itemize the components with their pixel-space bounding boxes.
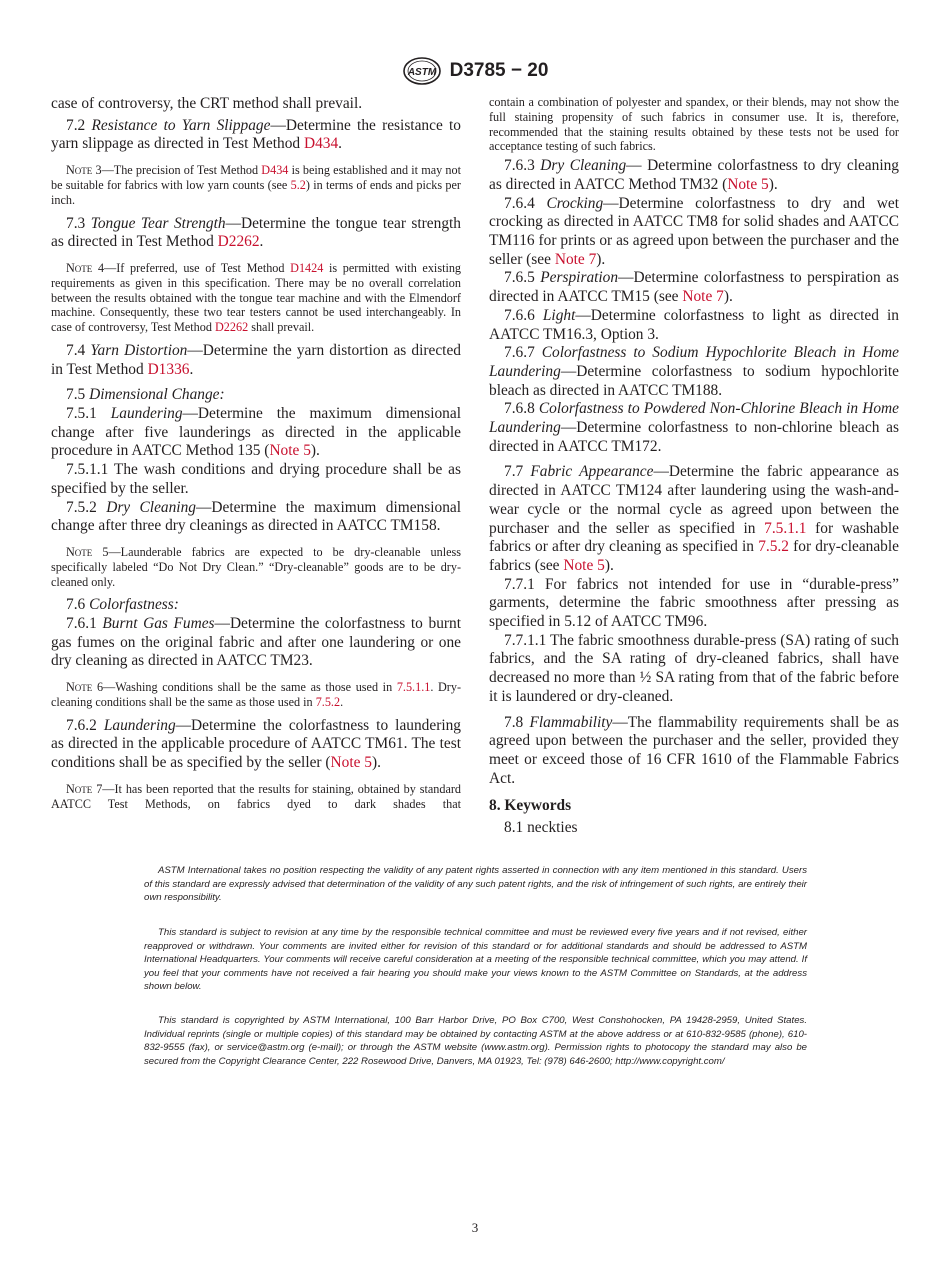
note-7-start: Note 7—It has been reported that the results for staining, obtained by standard AATCC Test Methods, on fabrics dyed to dark shades that (51, 781, 461, 811)
section-7-6-6: 7.6.6 Light—Determine colorfastness to light as directed in AATCC TM16.3, Option 3. (489, 306, 899, 343)
right-column (489, 95, 899, 838)
section-7-6: 7.6 Colorfastness: (66, 596, 179, 614)
link-d1424[interactable]: D1424 (290, 260, 324, 275)
link-note-7[interactable]: Note 7 (554, 250, 597, 268)
link-d434[interactable]: D434 (303, 135, 339, 153)
astm-logo-text: ASTM (407, 67, 436, 78)
section-7-7-1-1: 7.7.1.1 The fabric smoothness durable-press (SA) rating of such fabrics, and the SA rating of dry-cleaned fabrics, shall have decreased no more than ½ SA rating from that of the fabric before it is laundered or dry-cleaned. (489, 631, 900, 705)
section-7-6-3: 7.6.3 Dry Cleaning— Determine colorfastness to dry cleaning as directed in AATCC Method TM32 (Note 5). (489, 157, 899, 193)
page-header (0, 56, 950, 86)
section-7-7: 7.7 Fabric Appearance—Determine the fabric appearance as directed in AATCC TM124 after laundering using the wash-and-wear cycle or the normal cycle as agreed upon between the purchaser and the seller as specified in 7.5.1.1 for washable fabrics or after dry cleaning as specified in 7.5.2 for dry-cleanable fabrics (see Note 5). (489, 463, 900, 574)
section-7-8: 7.8 Flammability—The flammability requirements shall be as agreed upon between the purchaser and the seller, provided they meet or exceed those of 16 CFR 1610 of the Flammable Fabrics Act. (489, 713, 899, 787)
note-4: Note 4—If preferred, use of Test Method D1424 is permitted with existing requirements as given in this specification. There may be no overall correlation between the results obtained with the tongue tear machine and with the Elmendorf machine. Consequently, these two tear testers cannot be used interchangeably. In case of controversy, Test Method D2262 shall prevail. (51, 260, 462, 335)
section-8-1: 8.1 neckties (504, 819, 578, 837)
link-note-5-b[interactable]: Note 5 (330, 754, 372, 772)
note-6: Note 6—Washing conditions shall be the same as those used in 7.5.1.1. Dry-cleaning conditions shall be the same as those used in 7.5.2. (51, 680, 462, 709)
link-note-7-b[interactable]: Note 7 (682, 288, 724, 306)
paragraph-crt-method: case of controversy, the CRT method shall prevail. (51, 95, 363, 112)
section-7-5-2: 7.5.2 Dry Cleaning—Determine the maximum dimensional change after three dry cleanings as directed in AATCC TM158. (51, 498, 461, 535)
link-7-5-2-b[interactable]: 7.5.2 (758, 538, 789, 556)
section-7-3: 7.3 Tongue Tear Strength—Determine the tongue tear strength as directed in Test Method D2262. (51, 214, 461, 251)
section-7-7-1: 7.7.1 For fabrics not intended for use in “durable-press” garments, determine the fabric smoothness after pressing as specified in 5.12 of AATCC TM96. (489, 575, 899, 631)
link-d1336[interactable]: D1336 (147, 360, 190, 378)
section-7-4: 7.4 Yarn Distortion—Determine the yarn distortion as directed in Test Method D1336. (51, 341, 461, 378)
section-7-5-1: 7.5.1 Laundering—Determine the maximum dimensional change after five launderings as directed in the applicable procedure in AATCC Method 135 (Note 5). (51, 405, 461, 460)
section-7-2: 7.2 Resistance to Yarn Slippage—Determine the resistance to yarn slippage as directed in Test Method D434. (51, 116, 462, 153)
link-7-5-1-1[interactable]: 7.5.1.1 (396, 680, 431, 695)
link-7-5-2[interactable]: 7.5.2 (315, 694, 341, 709)
document-designation: D3785 − 20 (449, 60, 549, 81)
section-7-6-1: 7.6.1 Burnt Gas Fumes—Determine the colorfastness to burnt gas fumes on the original fabric and after one laundering or one dry cleaning as directed in AATCC TM23. (51, 615, 461, 670)
link-d2262[interactable]: D2262 (217, 233, 260, 251)
section-7-6-2: 7.6.2 Laundering—Determine the colorfastness to laundering as directed in the applicable procedure of AATCC TM61. The test conditions shall be as specified by the seller (Note 5). (51, 716, 461, 772)
astm-logo (402, 56, 442, 86)
page-number: 3 (471, 1220, 479, 1235)
link-7-5-1-1-b[interactable]: 7.5.1.1 (764, 519, 807, 537)
link-5-2[interactable]: 5.2 (290, 177, 306, 192)
note-3: Note 3—The precision of Test Method D434 is being established and it may not be suitable for fabrics with low yarn counts (see 5.2) in terms of ends and picks per inch. (51, 163, 461, 207)
footer-copyright-notice: This standard is copyrighted by ASTM International, 100 Barr Harbor Drive, PO Box C700, West Conshohocken, PA 19428-2959, United States. Individual reprints (single or multiple copies) of this standard may be obtained by contacting ASTM at the above address or at 610-832-9585 (phone), 610-832-9555 (fax), or service@astm.org (e-mail); or through the ASTM website (www.astm.org). Permission rights to photocopy the standard may also be secured from the Copyright Clearance Center, 222 Rosewood Drive, Danvers, MA 01923, Tel: (978) 646-2600; http://www.copyright.com/ (144, 1015, 807, 1067)
note-5: Note 5—Launderable fabrics are expected to be dry-cleanable unless specifically labeled “Do Not Dry Clean.” “Dry-cleanable” goods are to be dry-cleaned only. (51, 544, 462, 589)
left-column (51, 95, 461, 811)
section-7-5-1-1: 7.5.1.1 The wash conditions and drying procedure shall be as specified by the seller. (51, 461, 461, 497)
footer-revision-notice: This standard is subject to revision at any time by the responsible technical committee and must be reviewed every five years and if not revised, either reapproved or withdrawn. Your comments are invited either for revision of this standard or for additional standards and should be addressed to ASTM International Headquarters. Your comments will receive careful consideration at a meeting of the responsible technical committee, which you may attend. If you feel that your comments have not received a fair hearing you should make your views known to the ASTM Committee on Standards, at the address shown below. (144, 927, 807, 992)
link-note-5-d[interactable]: Note 5 (563, 556, 605, 574)
section-7-6-5: 7.6.5 Perspiration—Determine colorfastness to perspiration as directed in AATCC TM15 (see Note 7). (489, 269, 899, 306)
footer-patent-notice: ASTM International takes no position respecting the validity of any patent rights asserted in connection with any item mentioned in this standard. Users of this standard are expressly advised that determination of the validity of any such patent rights, and the risk of infringement of such rights, are entirely their own responsibility. (144, 865, 807, 903)
link-note-5[interactable]: Note 5 (269, 442, 311, 460)
link-d434-note[interactable]: D434 (261, 163, 289, 178)
link-d2262-note[interactable]: D2262 (214, 320, 249, 335)
section-7-6-4: 7.6.4 Crocking—Determine colorfastness to dry and wet crocking as directed in AATCC TM8 for solid shades and AATCC TM116 for prints or as agreed upon between the purchaser and the seller (see Note 7). (489, 194, 899, 268)
section-7-6-7: 7.6.7 Colorfastness to Sodium Hypochlorite Bleach in Home Laundering—Determine colorfastness to sodium hypochlorite bleach as directed in AATCC TM188. (489, 344, 899, 399)
link-note-5-c[interactable]: Note 5 (727, 175, 769, 193)
section-8-heading: 8. Keywords (489, 797, 572, 815)
section-7-6-8: 7.6.8 Colorfastness to Powdered Non-Chlorine Bleach in Home Laundering—Determine colorfastness to non-chlorine bleach as directed in AATCC TM172. (489, 400, 899, 455)
section-7-5: 7.5 Dimensional Change: (66, 386, 225, 404)
note-7-continued: contain a combination of polyester and spandex, or their blends, may not show the full staining propensity of such fabrics in consumer use. It is, therefore, recommended that the staining results obtained by these tests not be used for acceptance testing of such fabrics. (489, 95, 899, 154)
